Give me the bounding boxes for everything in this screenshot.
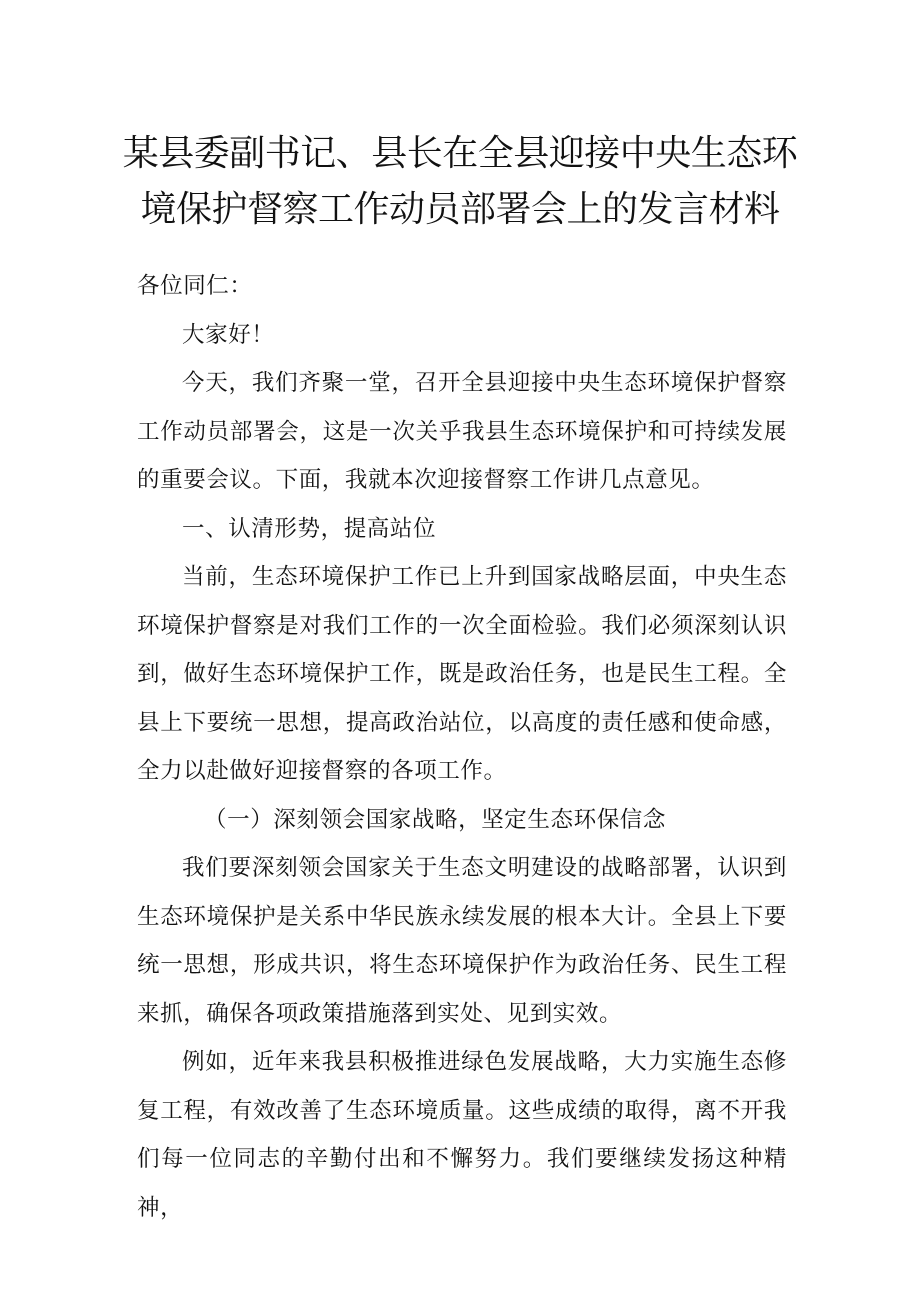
document-title xyxy=(100,126,820,238)
title-line-2: 境保护督察工作动员部署会上的发言材料 xyxy=(140,189,780,230)
subsection-1-paragraph: 我们要深刻领会国家关于生态文明建设的战略部署，认识到生态环境保护是关系中华民族永续发展的根本大计。全县上下要统一思想，形成共识，将生态环境保护作为政治任务、民生工程来抓，确保各项政策措施落到实处、见到实效。 xyxy=(137,855,787,1027)
document-body xyxy=(137,262,787,1232)
subsection-heading-1: （一）深刻领会国家战略，坚定生态环保信念 xyxy=(204,806,667,833)
salutation: 各位同仁： xyxy=(137,273,253,299)
example-paragraph: 例如，近年来我县积极推进绿色发展战略，大力实施生态修复工程，有效改善了生态环境质量。这些成绩的取得，离不开我们每一位同志的辛勤付出和不懈努力。我们要继续发扬这种精神， xyxy=(137,1049,787,1221)
greeting-paragraph: 大家好！ xyxy=(182,321,275,348)
title-line-1: 某县委副书记、县长在全县迎接中央生态环 xyxy=(122,133,798,174)
intro-paragraph: 今天，我们齐聚一堂，召开全县迎接中央生态环境保护督察工作动员部署会，这是一次关乎我县生态环境保护和可持续发展的重要会议。下面，我就本次迎接督察工作讲几点意见。 xyxy=(137,370,787,493)
section-1-paragraph: 当前，生态环境保护工作已上升到国家战略层面，中央生态环境保护督察是对我们工作的一次全面检验。我们必须深刻认识到，做好生态环境保护工作，既是政治任务，也是民生工程。全县上下要统一思想，提高政治站位，以高度的责任感和使命感，全力以赴做好迎接督察的各项工作。 xyxy=(137,564,787,784)
section-heading-1: 一、认清形势，提高站位 xyxy=(182,515,437,542)
